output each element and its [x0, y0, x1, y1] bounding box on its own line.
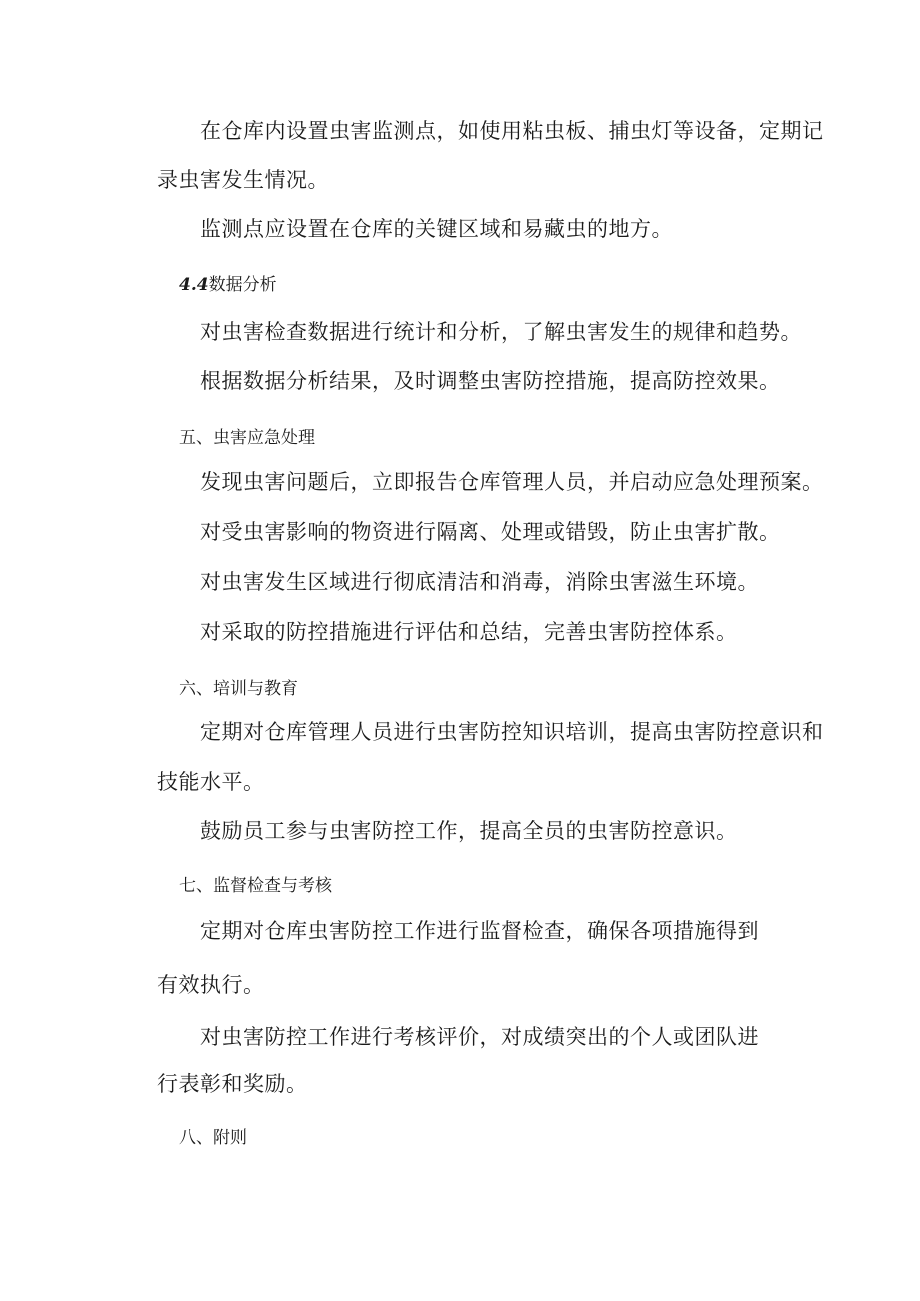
emergency-paragraph-2: 对受虫害影响的物资进行隔离、处理或错毁，防止虫害扩散。 [200, 520, 781, 544]
monitor-paragraph-1-line-2: 录虫害发生情况。 [157, 168, 329, 192]
emergency-paragraph-3: 对虫害发生区域进行彻底清洁和消毒，消除虫害滋生环境。 [200, 570, 759, 594]
section-number: 4.4 [179, 275, 209, 295]
section-heading-training: 六、培训与教育 [179, 679, 298, 699]
training-paragraph-1-line-2: 技能水平。 [157, 770, 265, 794]
section-heading-appendix: 八、附则 [179, 1128, 247, 1148]
analysis-paragraph-2: 根据数据分析结果，及时调整虫害防控措施，提高防控效果。 [200, 369, 781, 393]
supervision-paragraph-2-line-2: 行表彰和奖励。 [157, 1072, 308, 1096]
section-heading-emergency: 五、虫害应急处理 [179, 428, 315, 448]
training-paragraph-1-line-1: 定期对仓库管理人员进行虫害防控知识培训，提高虫害防控意识和 [200, 720, 824, 744]
analysis-paragraph-1: 对虫害检查数据进行统计和分析，了解虫害发生的规律和趋势。 [200, 320, 802, 344]
supervision-paragraph-1-line-2: 有效执行。 [157, 973, 265, 997]
emergency-paragraph-4: 对采取的防控措施进行评估和总结，完善虫害防控体系。 [200, 620, 738, 644]
monitor-paragraph-1-line-1: 在仓库内设置虫害监测点，如使用粘虫板、捕虫灯等设备，定期记 [200, 119, 824, 143]
monitor-paragraph-2: 监测点应设置在仓库的关键区域和易藏虫的地方。 [200, 217, 673, 241]
section-heading-data-analysis [179, 273, 277, 297]
section-heading-supervision: 七、监督检查与考核 [179, 876, 332, 896]
section-title: 数据分析 [208, 275, 277, 295]
training-paragraph-2: 鼓励员工参与虫害防控工作，提高全员的虫害防控意识。 [200, 819, 738, 843]
supervision-paragraph-2-line-1: 对虫害防控工作进行考核评价，对成绩突出的个人或团队进 [200, 1025, 759, 1049]
supervision-paragraph-1-line-1: 定期对仓库虫害防控工作进行监督检查，确保各项措施得到 [200, 919, 759, 943]
emergency-paragraph-1: 发现虫害问题后，立即报告仓库管理人员，并启动应急处理预案。 [200, 470, 824, 494]
